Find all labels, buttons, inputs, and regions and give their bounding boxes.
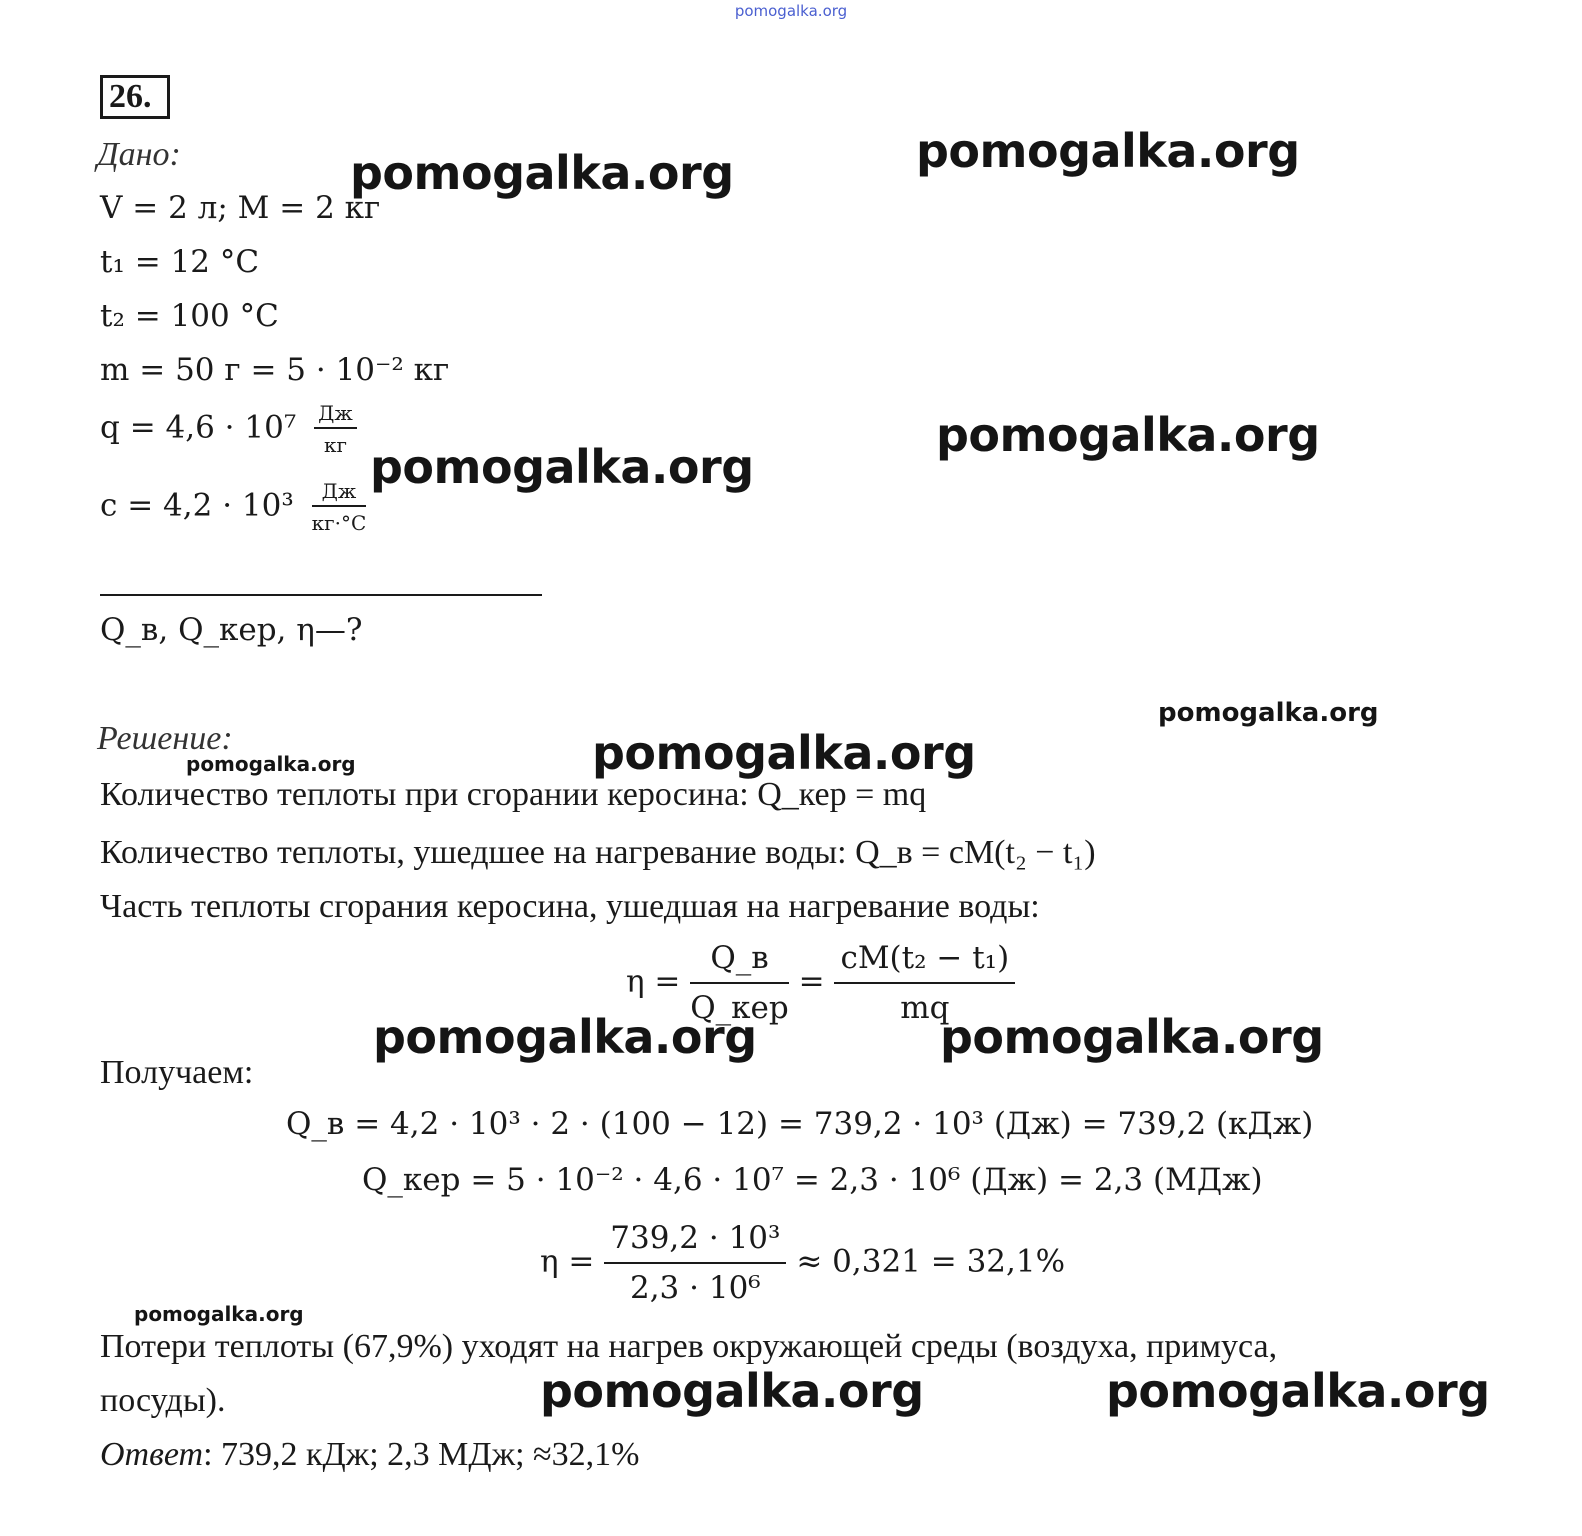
site-link[interactable]: pomogalka.org xyxy=(734,2,848,20)
losses-line-1: Потери теплоты (67,9%) уходят на нагрев окружающей среды (воздуха, примуса, xyxy=(100,1328,1278,1365)
calc3-fraction xyxy=(604,1220,786,1306)
calc-line-3 xyxy=(540,1220,1065,1306)
solution-line-2: Количество теплоты, ушедшее на нагревание воды: Q_в = cM(t₂ − t₁) xyxy=(100,834,1096,871)
answer-text: : 739,2 кДж; 2,3 МДж; ≈32,1% xyxy=(203,1436,640,1473)
watermark: pomogalka.org xyxy=(350,146,734,200)
fraction-2-denominator: mq xyxy=(900,990,950,1026)
watermark: pomogalka.org xyxy=(940,1010,1324,1064)
given-line-4: m = 50 г = 5 · 10⁻² кг xyxy=(100,352,450,388)
watermark: pomogalka.org xyxy=(1106,1364,1490,1418)
fraction-2-numerator: cM(t₂ − t₁) xyxy=(834,940,1015,984)
fraction-1-numerator: Q_в xyxy=(690,940,788,984)
watermark: pomogalka.org xyxy=(370,440,754,494)
calc3-right: ≈ 0,321 = 32,1% xyxy=(796,1243,1066,1280)
unit-fraction xyxy=(314,402,357,456)
unit-numerator: Дж xyxy=(314,402,357,429)
getting-label: Получаем: xyxy=(100,1054,254,1091)
given-line-6 xyxy=(100,480,366,534)
solution-label: Решение: xyxy=(97,720,233,757)
watermark: pomogalka.org xyxy=(936,408,1320,462)
watermark: pomogalka.org xyxy=(592,726,976,780)
calc-line-2: Q_кер = 5 · 10⁻² · 4,6 · 10⁷ = 2,3 · 10⁶ (Дж) = 2,3 (МДж) xyxy=(362,1162,1263,1198)
eta-equals: = xyxy=(798,963,825,1000)
given-line-6-value: c = 4,2 · 10³ xyxy=(100,487,294,524)
calc3-numerator: 739,2 · 10³ xyxy=(604,1220,786,1264)
watermark: pomogalka.org xyxy=(916,124,1300,178)
watermark: pomogalka.org xyxy=(540,1364,924,1418)
problem-number: 26. xyxy=(100,75,170,119)
given-line-2: t₁ = 12 °C xyxy=(100,244,260,280)
calc-line-1: Q_в = 4,2 · 10³ · 2 · (100 − 12) = 739,2 · 10³ (Дж) = 739,2 (кДж) xyxy=(286,1106,1314,1142)
unit-numerator: Дж xyxy=(312,480,367,507)
given-line-1: V = 2 л; M = 2 кг xyxy=(100,190,381,226)
unit-denominator: кг·°C xyxy=(311,511,367,535)
solution-line-3: Часть теплоты сгорания керосина, ушедшая на нагревание воды: xyxy=(100,888,1040,925)
given-label: Дано: xyxy=(97,136,181,173)
eta-left: η = xyxy=(626,963,681,1000)
solution-line-1: Количество теплоты при сгорании керосина: Q_кер = mq xyxy=(100,776,927,813)
calc3-denominator: 2,3 · 10⁶ xyxy=(629,1270,761,1306)
given-line-3: t₂ = 100 °C xyxy=(100,298,279,334)
fraction-1-denominator: Q_кер xyxy=(690,990,789,1026)
answer-line xyxy=(100,1436,640,1474)
calc3-left: η = xyxy=(540,1243,595,1280)
watermark: pomogalka.org xyxy=(134,1302,304,1326)
given-line-5 xyxy=(100,402,357,456)
watermark: pomogalka.org xyxy=(373,1010,757,1064)
unit-denominator: кг xyxy=(323,433,347,457)
divider xyxy=(100,594,542,596)
find-line: Q_в, Q_кер, η—? xyxy=(100,612,363,648)
losses-line-2: посуды). xyxy=(100,1382,226,1419)
watermark: pomogalka.org xyxy=(1158,698,1379,728)
answer-label: Ответ xyxy=(100,1436,204,1473)
unit-fraction xyxy=(312,480,367,534)
watermark: pomogalka.org xyxy=(186,752,356,776)
given-line-5-value: q = 4,6 · 10⁷ xyxy=(100,409,297,446)
